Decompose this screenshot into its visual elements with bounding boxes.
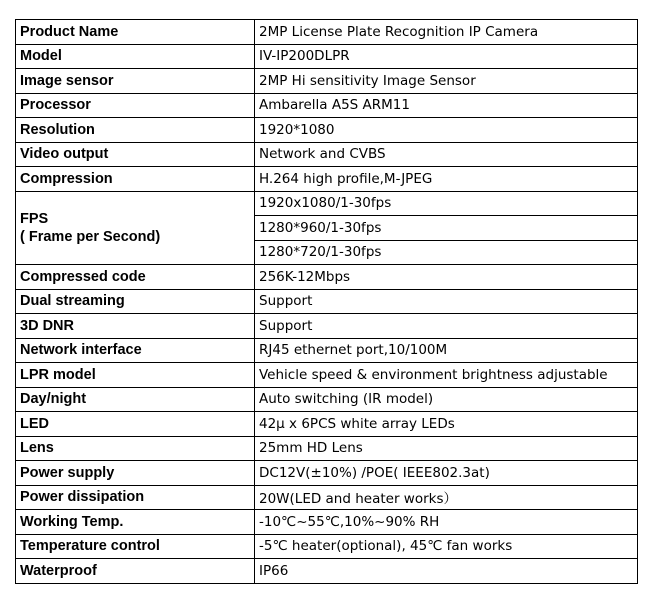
value-video-output: Network and CVBS (255, 142, 638, 167)
value-temperature-control: -5℃ heater(optional), 45℃ fan works (255, 534, 638, 559)
table-row (16, 559, 638, 584)
value-compression: H.264 high profile,M-JPEG (255, 167, 638, 192)
label-compressed-code: Compressed code (16, 265, 255, 290)
value-fps-3: 1280*720/1-30fps (255, 240, 638, 265)
table-row (16, 118, 638, 143)
fps-label-line2: ( Frame per Second) (20, 228, 161, 245)
value-waterproof: IP66 (255, 559, 638, 584)
label-fps (16, 191, 255, 265)
table-row (16, 363, 638, 388)
table-row (16, 20, 638, 45)
value-network-interface: RJ45 ethernet port,10/100M (255, 338, 638, 363)
table-row (16, 69, 638, 94)
label-image-sensor: Image sensor (16, 69, 255, 94)
table-row (16, 265, 638, 290)
label-processor: Processor (16, 93, 255, 118)
label-network-interface: Network interface (16, 338, 255, 363)
label-video-output: Video output (16, 142, 255, 167)
table-row (16, 191, 638, 216)
value-fps-1: 1920x1080/1-30fps (255, 191, 638, 216)
value-power-dissipation: 20W(LED and heater works） (255, 485, 638, 510)
table-row (16, 93, 638, 118)
table-row (16, 534, 638, 559)
label-model: Model (16, 44, 255, 69)
value-resolution: 1920*1080 (255, 118, 638, 143)
label-led: LED (16, 412, 255, 437)
value-image-sensor: 2MP Hi sensitivity Image Sensor (255, 69, 638, 94)
table-row (16, 338, 638, 363)
value-processor: Ambarella A5S ARM11 (255, 93, 638, 118)
label-power-supply: Power supply (16, 461, 255, 486)
value-power-supply: DC12V(±10%) /POE( IEEE802.3at) (255, 461, 638, 486)
label-waterproof: Waterproof (16, 559, 255, 584)
label-day-night: Day/night (16, 387, 255, 412)
table-row (16, 142, 638, 167)
value-model: IV-IP200DLPR (255, 44, 638, 69)
table-row (16, 289, 638, 314)
table-row (16, 485, 638, 510)
label-power-dissipation: Power dissipation (16, 485, 255, 510)
fps-label-line1: FPS (20, 210, 49, 227)
value-dual-streaming: Support (255, 289, 638, 314)
table-row (16, 510, 638, 535)
value-compressed-code: 256K-12Mbps (255, 265, 638, 290)
table-row (16, 44, 638, 69)
label-dual-streaming: Dual streaming (16, 289, 255, 314)
value-led: 42μ x 6PCS white array LEDs (255, 412, 638, 437)
label-lens: Lens (16, 436, 255, 461)
label-product-name: Product Name (16, 20, 255, 45)
table-row (16, 167, 638, 192)
table-row (16, 412, 638, 437)
value-lpr-model: Vehicle speed & environment brightness adjustable (255, 363, 638, 388)
label-resolution: Resolution (16, 118, 255, 143)
table-row (16, 387, 638, 412)
value-lens: 25mm HD Lens (255, 436, 638, 461)
value-working-temp: -10℃~55℃,10%~90% RH (255, 510, 638, 535)
value-3d-dnr: Support (255, 314, 638, 339)
table-row (16, 314, 638, 339)
value-fps-2: 1280*960/1-30fps (255, 216, 638, 241)
table-row (16, 436, 638, 461)
label-3d-dnr: 3D DNR (16, 314, 255, 339)
table-row (16, 461, 638, 486)
label-working-temp: Working Temp. (16, 510, 255, 535)
label-temperature-control: Temperature control (16, 534, 255, 559)
value-day-night: Auto switching (IR model) (255, 387, 638, 412)
value-product-name: 2MP License Plate Recognition IP Camera (255, 20, 638, 45)
spec-table (15, 19, 638, 584)
label-lpr-model: LPR model (16, 363, 255, 388)
label-compression: Compression (16, 167, 255, 192)
